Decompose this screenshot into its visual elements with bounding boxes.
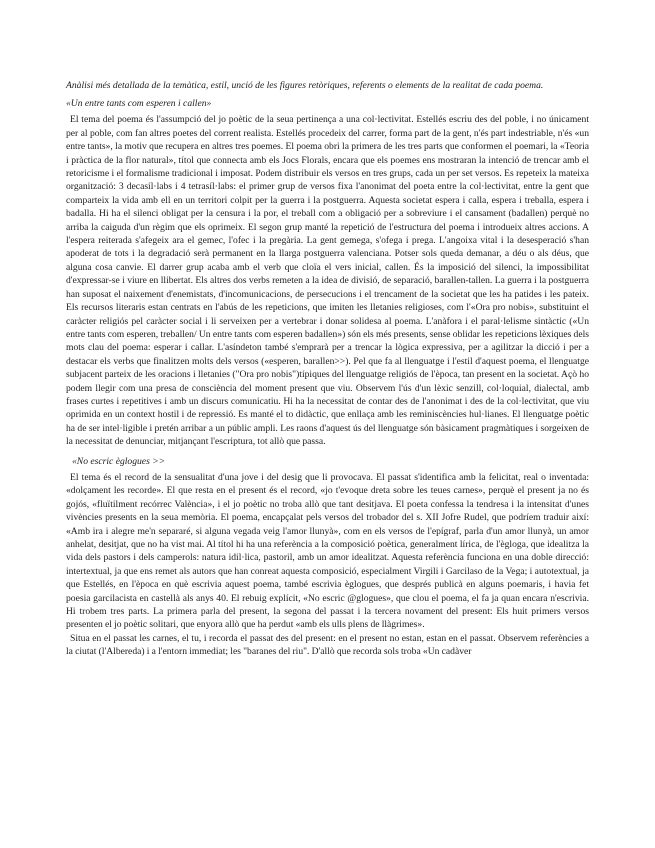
paragraph: El tema del poema és l'assumpció del jo poètic de la seua pertinença a una col·lectivitat. Estellés escriu des del poble, i no únicament per al poble, com fan altres poetes del corrent realista. Estellés procedeix del carrer, forma part de la gent, n'és part indestriable, n'és «un entre tants», la motiv que recupera en altres tres poemes. El poema obri la primera de les tres parts que conformen el poemari, la «Teoria i pràctica de la flor natural», títol que connecta amb els Jocs Florals, encara que els poemes ens mostraran la intenció de trencar amb el retoricisme i el formalisme tradicional i imposat. Podem distribuir els versos en tres grups, cada un per set versos. Es repeteix la mateixa organització: 3 decasíl·labs i 4 tetrasíl·labs: el primer grup de versos fixa l'anonimat del poeta entre la col·lectivitat, entre la gent que comparteix la vida amb ell en un territori colpit per la guerra i la postguerra. Aquesta societat espera i calla, espera i treballa, espera i badalla. Hi ha el silenci obligat per la censura i la por, el treball com a obligació per a sobreviure i el cansament (badallen) perquè no arriba la caiguda d'un règim que els oprimeix. El segon grup manté la repetició de l'estructura del poema i introdueix altres accions. A l'espera reiterada s'afegeix ara el gemec, l'ofec i la pregària. La gent gemega, s'ofega i prega. L'angoixa vital i la desesperació s'han apoderat de tots i la degradació serà permanent en la llarga postguerra valenciana. Potser sols queda demanar, a déu o als déus, que alguna cosa canvie. El darrer grup acaba amb el verb que cloïa el vers inicial, callen. És la imposició del silenci, la impossibilitat d'expressar-se i viure en llibertat. Els altres dos verbs remeten a la idea de divisió, de separació, barallen-tallen. La guerra i la postguerra han suposat el naixement d'enemistats, d'incomunicacions, de persecucions i el trencament de la societat que les ha patides i les pateix. Els recursos literaris estan centrats en l'abús de les repeticions, que imiten les lletanies religioses, com l'«Ora pro nobis», substituint el caràcter religiós pel caràcter social i li serveixen per a vertebrar i donar solidesa al poema. L'anàfora i el paral·lelisme sintàctic («Un entre tants com esperen, treballen/ Un entre tants com esperen badallen») són els més presents, sense oblidar les repeticions lèxiques dels mots clau del poema: esperar i callar. L'asíndeton també s'emprarà per a trencar la lògica expressiva, per a agilitzar la dicció i per a destacar els verbs que finalitzen molts dels versos («esperen, barallen>>). Pel que fa al llenguatge i l'estil d'aquest poema, el llenguatge subjacent parteix de les oracions i lletanies ("Ora pro nobis")típiques del llenguatge religiós de l'època, tan present en la societat. Açò ho podem llegir com una presa de consciència del moment present que viu. Observem l'ús d'un lèxic senzill, col·loquial, dialectal, amb frases curtes i repetitives i amb un discurs comunicatiu. Hi ha la necessitat de contar des de l'anonimat i des de la col·lectivitat, que viu oprimida en un context hostil i de repressió. Es manté el to didàctic, que enllaça amb les reminiscències hul·lianes. El llenguatge poètic ha de ser intel·ligible i pretén arribar a un públic ampli. Les raons d'aquest ús del llenguatge són bàsicament pragmàtiques i sorgeixen de la necessitat de denunciar, mitjançant l'escriptura, tot allò que passa. xyxy=(66,114,589,448)
paragraph: El tema és el record de la sensualitat d'una jove i del desig que li provocava. El passat s'identifica amb la felicitat, real o inventada: «dolçament les recorde». El que resta en el present és el record, «jo t'evoque dreta sobre les teues carnes», perquè el present ja no és gojós, «fluïtilment recórrec València», i el jo poètic no troba allò que tant desitjava. El poeta confessa la tendresa i la intensitat d'unes vivències presents en la seua memòria. El poema, encapçalat pels versos del trobador del s. XII Jofre Rudel, que podríem traduir així: «Amb ira i alegre me'n separaré, si alguna vegada veig l'amor llunyà», com en els versos de l'epígraf, parla d'un amor llunyà, un amor anhelat, desitjat, que no ha vist mai. Al títol hi ha una referència a la composició poètica, generalment lírica, de l'ègloga, que idealitza la vida dels pastors i dels camperols: natura idil·lica, pastoril, amb un amor idealitzat. Aquesta referència funciona en una doble direcció: intertextual, ja que ens remet als autors que han conreat aquesta composició, especialment Virgili i Garcilaso de la Vega; i autotextual, ja que Estellés, en l'època en què escrivia aquest poema, també escrivia èglogues, que després publicà en alguns poemaris, i havia fet poesia garcilacista en castellà als anys 40. El rebuig explícit, «No escric @glogues», que clou el poema, el fa ja quan encara n'escrivia. Hi trobem tres parts. La primera parla del present, la segona del passat i la tercera novament del present: Els huit primers versos presenten el jo poètic solitari, que enyora allò que ha perdut «amb els ulls plens de llàgrimes». xyxy=(66,471,589,631)
section-no-escric-eglogues xyxy=(66,455,589,659)
section-title: «Un entre tants com esperen i callen» xyxy=(66,98,212,109)
section-title: «No escric èglogues >> xyxy=(72,455,166,467)
section-un-entre-tants xyxy=(66,97,589,449)
paragraph: Situa en el passat les carnes, el tu, i recorda el passat des del present: en el present no estan, estan en el passat. Observem referències a la ciutat (l'Albereda) i a l'entorn immediat; les "baranes del riu". D'allò que recorda sols troba «Un cadàver xyxy=(66,632,589,658)
intro-heading: Anàlisi més detallada de la temàtica, estil, unció de les figures retòriques, referents o elements de la realitat de cada poema. xyxy=(66,80,544,91)
document-body xyxy=(66,79,589,659)
